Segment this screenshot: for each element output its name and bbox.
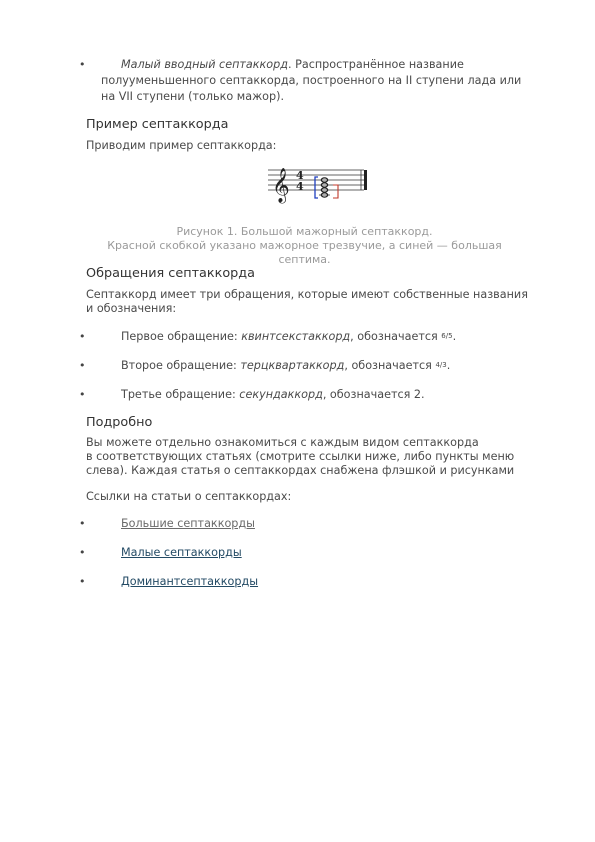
inversion-suffix: , обозначается xyxy=(350,330,442,343)
chord-notes xyxy=(321,178,327,197)
bullet: • xyxy=(79,546,86,559)
bullet: • xyxy=(79,575,86,588)
details-heading: Подробно xyxy=(86,415,153,430)
link-minor-seventh-chords[interactable]: Малые септаккорды xyxy=(121,546,242,559)
inversion-item-1 xyxy=(121,329,456,344)
inversion-term: квинтсекстаккорд xyxy=(241,330,351,343)
inversions-text-line-2: и обозначения: xyxy=(86,302,177,315)
intro-line-1 xyxy=(121,57,464,72)
figure-caption-line-1: Рисунок 1. Большой мажорный септаккорд. xyxy=(176,225,433,238)
links-intro: Ссылки на статьи о септаккордах: xyxy=(86,490,292,503)
intro-rest: . Распространённое название xyxy=(287,58,464,71)
details-text-line-3: слева). Каждая статья о септаккордах снабжена флэшкой и рисунками xyxy=(86,464,515,477)
inversions-text-line-1: Септаккорд имеет три обращения, которые имеют собственные названия xyxy=(86,288,528,301)
inversion-label: Третье обращение: xyxy=(121,388,240,401)
inversion-label: Первое обращение: xyxy=(121,330,242,343)
time-signature-bottom: 4 xyxy=(296,180,304,193)
example-text: Приводим пример септаккорда: xyxy=(86,139,277,152)
bullet: • xyxy=(79,58,86,71)
link-major-seventh-chords[interactable]: Большие септаккорды xyxy=(121,517,255,530)
inversion-item-2 xyxy=(121,358,450,373)
inversion-term: терцквартаккорд xyxy=(240,359,345,372)
intro-term: Малый вводный септаккорд xyxy=(121,58,288,71)
inversion-symbol: 4/3 xyxy=(435,361,447,369)
inversion-suffix: , обозначается 2. xyxy=(322,388,425,401)
inversions-heading: Обращения септаккорда xyxy=(86,266,255,281)
inversion-end: . xyxy=(452,330,457,343)
intro-line-2: полууменьшенного септаккорда, построенного на II ступени лада или xyxy=(101,74,522,87)
bullet: • xyxy=(79,388,86,401)
inversion-term: секундаккорд xyxy=(239,388,323,401)
example-heading: Пример септаккорда xyxy=(86,117,229,132)
bullet: • xyxy=(79,359,86,372)
inversion-item-3 xyxy=(121,387,425,402)
barline-thick xyxy=(364,170,367,190)
link-dominant-seventh-chords[interactable]: Доминантсептаккорды xyxy=(121,575,259,588)
bullet: • xyxy=(79,517,86,530)
bullet: • xyxy=(79,330,86,343)
red-bracket xyxy=(333,185,338,198)
inversion-symbol: 6/5 xyxy=(441,332,453,340)
figure-caption-line-2: Красной скобкой указано мажорное трезвучие, а синей — большая xyxy=(107,239,502,252)
intro-line-3: на VII ступени (только мажор). xyxy=(101,90,285,103)
inversion-end: . xyxy=(446,359,451,372)
figure-caption-line-3: септима. xyxy=(278,253,331,266)
details-text-line-2: в соответствующих статьях (смотрите ссылки ниже, либо пункты меню xyxy=(86,450,515,463)
time-signature-top: 4 xyxy=(296,169,304,182)
chord-notation-figure xyxy=(266,164,372,204)
details-text-line-1: Вы можете отдельно ознакомиться с каждым видом септаккорда xyxy=(86,436,479,449)
treble-clef-icon: 𝄞 xyxy=(272,168,290,203)
inversion-suffix: , обозначается xyxy=(344,359,436,372)
inversion-label: Второе обращение: xyxy=(121,359,241,372)
